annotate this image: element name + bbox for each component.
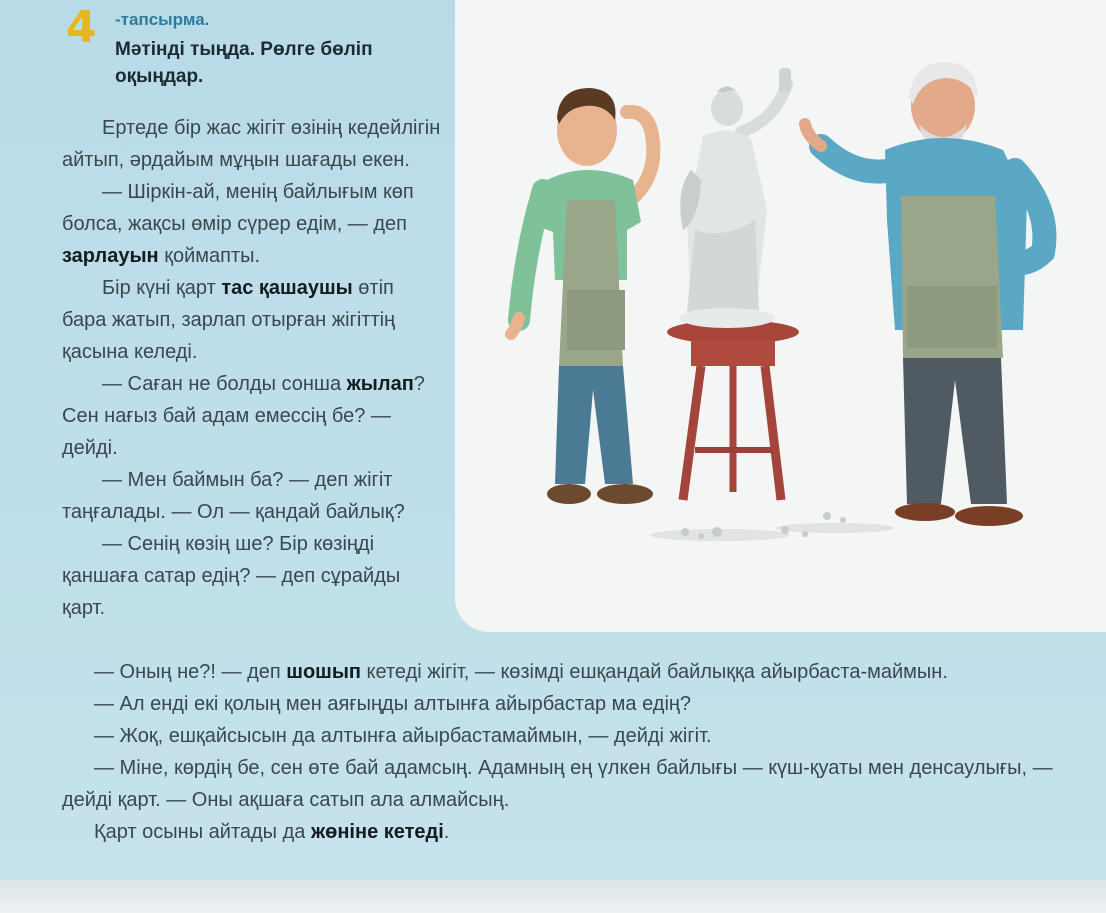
story-continued [62,656,1062,848]
story-column [62,112,442,624]
paragraph: — Жоқ, ешқайсысын да алтынға айырбастамаймын, — дейді жігіт. [94,725,712,747]
illustration-drawing [455,0,1106,632]
task-number: 4 [66,2,97,53]
paragraph: — Шіркін-ай, менің байлығым көп болса, жақсы өмір сүрер едім, — деп зарлауын қоймапты. [62,181,414,267]
task-instruction: Мәтінді тыңда. Рөлге бөліп оқыңдар. [115,39,373,87]
old-sculptor-figure [805,62,1044,526]
bold-word: жөніне кетеді [310,821,444,843]
paragraph: — Ал енді екі қолың мен аяғыңды алтынға айырбастар ма едің? [94,693,692,715]
bold-word: шошып [286,661,361,683]
bold-word: зарлауын [62,245,159,267]
paragraph: — Міне, көрдің бе, сен өте бай адамсың. Адамның ең үлкен байлығы — күш-қуаты мен денсаулығы, — дейді қарт. — Оны ақшаға сатып ала алмайсың. [62,757,1053,811]
marble-statue [679,68,791,328]
sculpture-stand [667,320,799,500]
floor-shadow [775,523,895,533]
bold-word: тас қашаушы [221,277,353,299]
paragraph: Ертеде бір жас жігіт өзінің кедейлігін айтып, әрдайым мұңын шағады екен. [62,117,441,171]
paragraph: — Мен баймын ба? — деп жігіт таңғалады. — Ол — қандай байлық? [62,469,405,523]
illustration-sculptor-and-youth [455,0,1106,632]
paragraph: Бір күні қарт тас қашаушы өтіп бара жатып, зарлап отырған жігіттің қасына келеді. [62,277,396,363]
paragraph: — Оның не?! — деп шошып кетеді жігіт, — көзімді ешқандай байлыққа айырбаста-маймын. [94,661,948,683]
paragraph: — Саған не болды сонша жылап? Сен нағыз бай адам емессің бе? — дейді. [62,373,425,459]
young-man-figure [511,88,653,504]
paragraph: Қарт осыны айтады да жөніне кетеді. [94,821,450,843]
task-label: -тапсырма. [115,10,210,29]
bold-word: жылап [346,373,414,395]
page-bottom-edge [0,880,1106,913]
paragraph: — Сенің көзің ше? Бір көзіңді қаншаға сатар едің? — деп сұрайды қарт. [62,533,401,619]
